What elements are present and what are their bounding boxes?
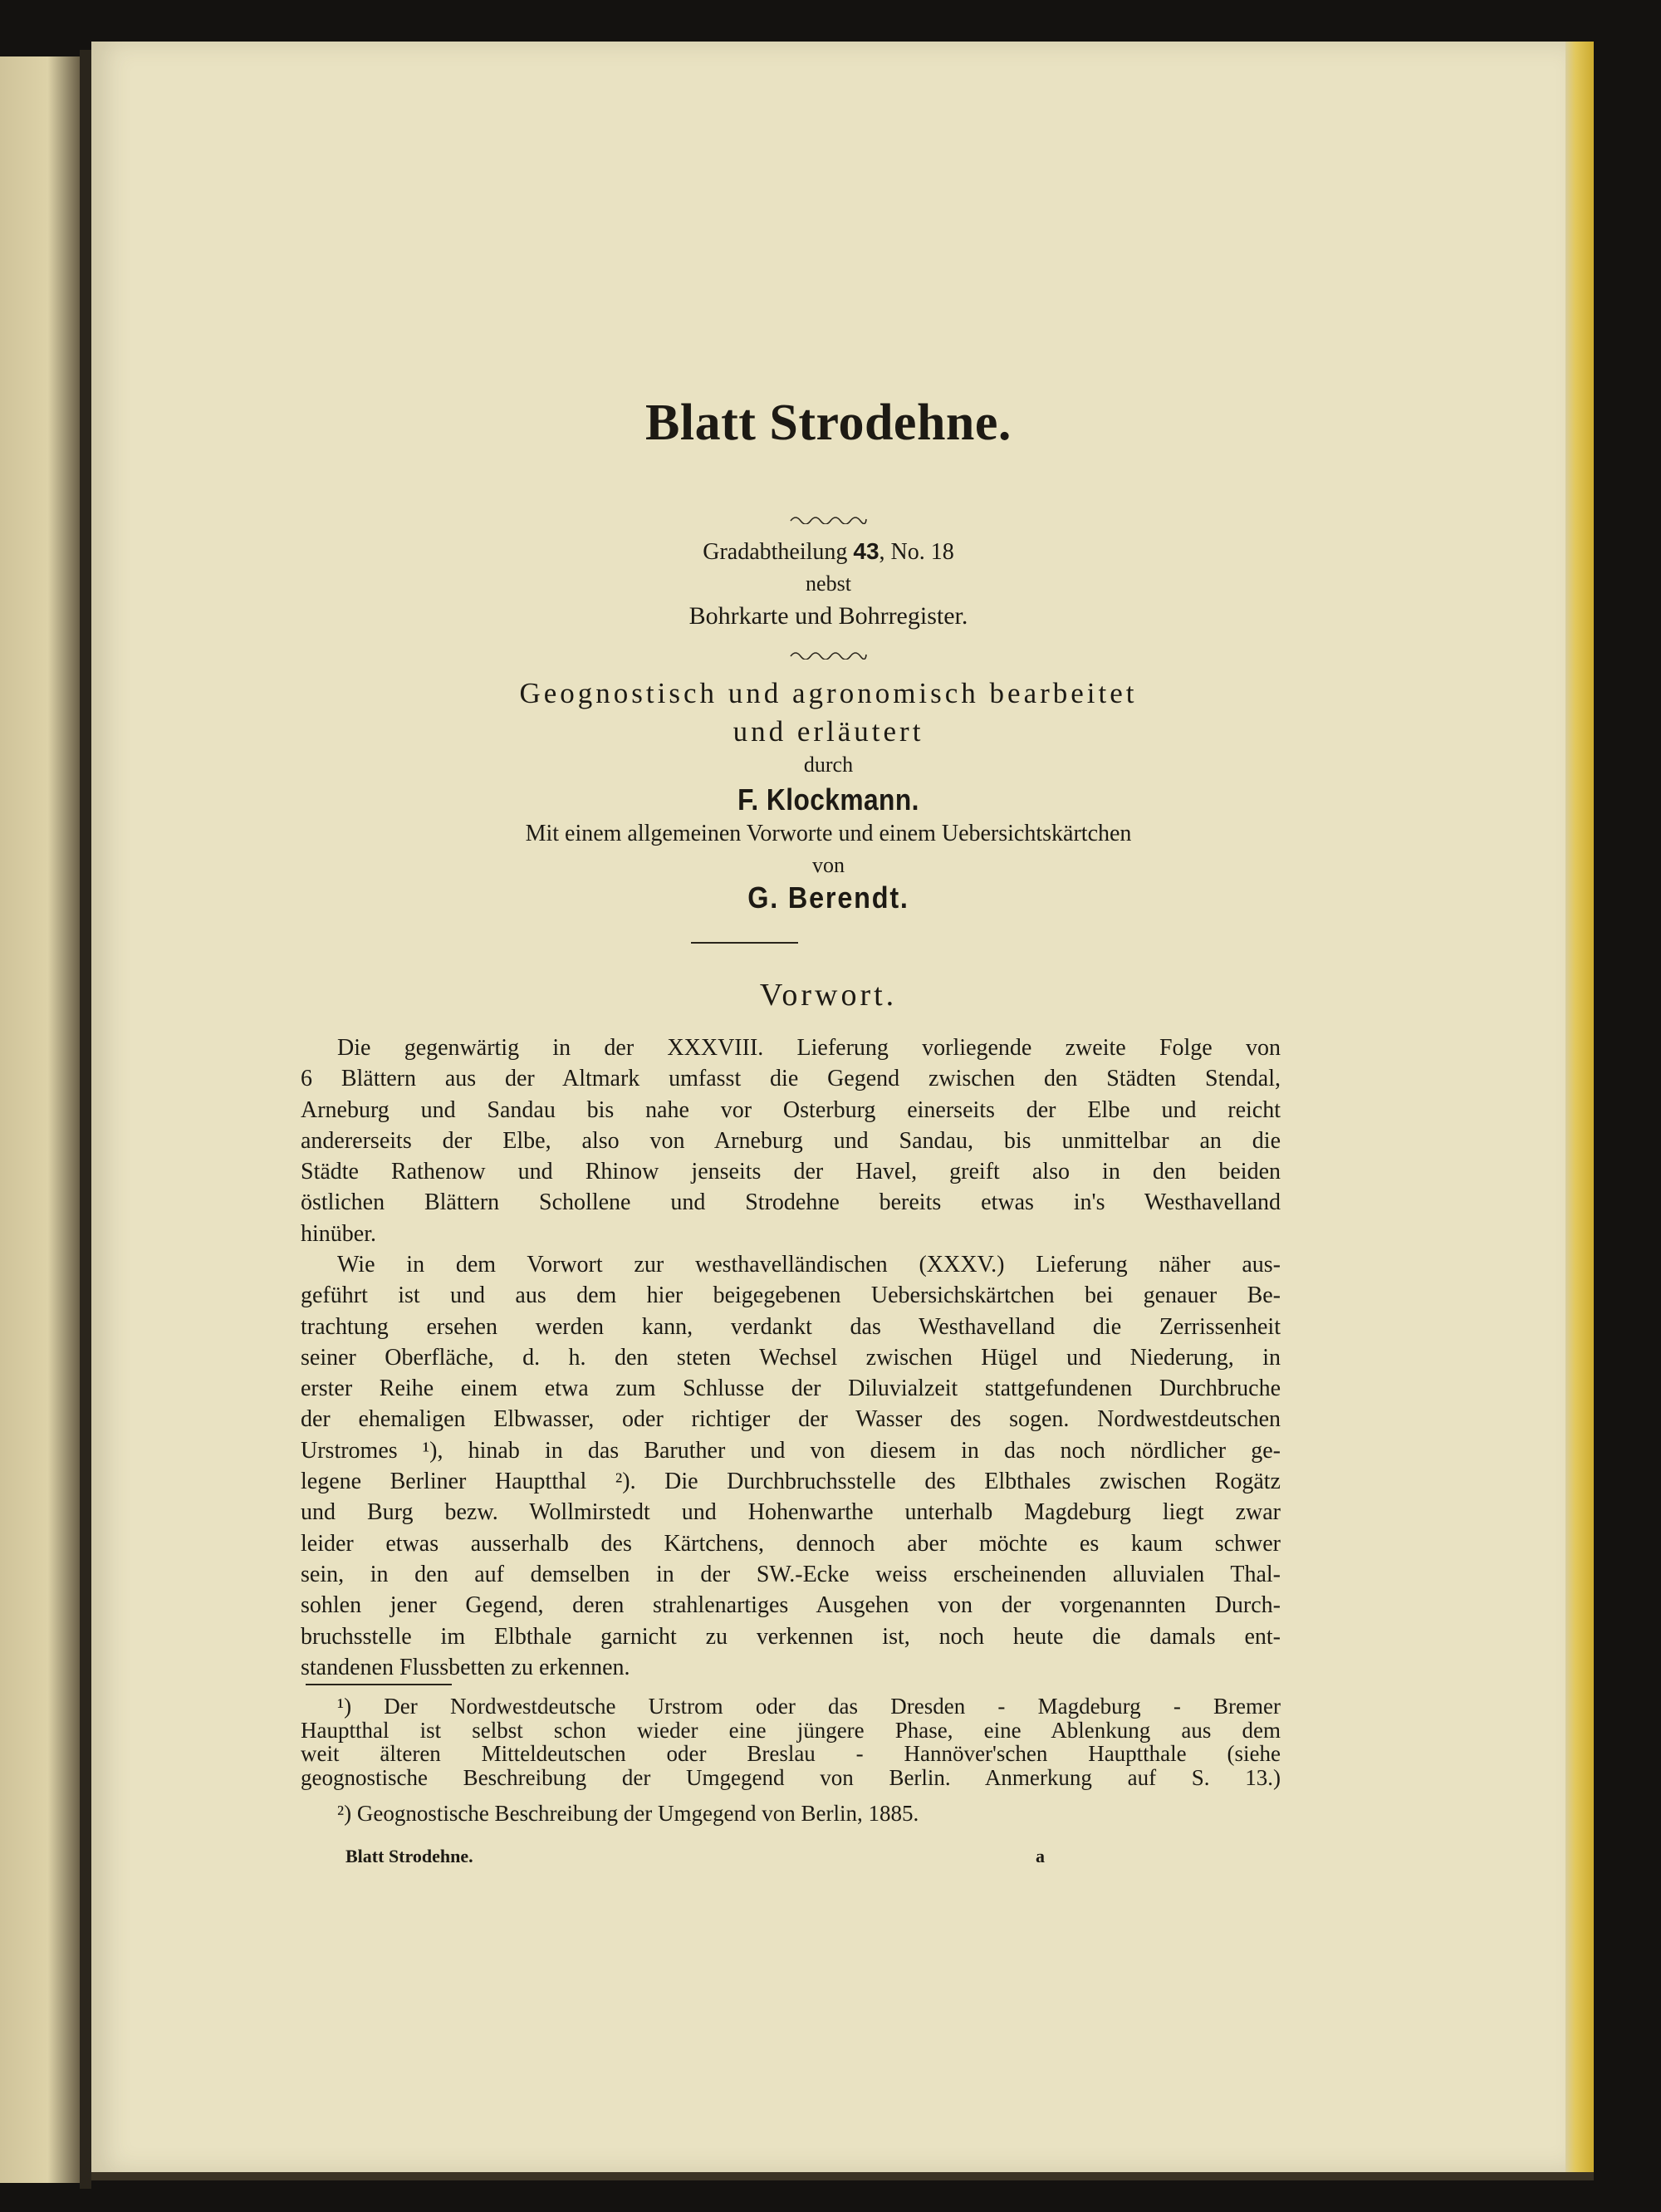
text-line: leider etwas ausserhalb des Kärtchens, dennoch aber möchte es kaum schwer <box>301 1530 1281 1557</box>
footnote-2 <box>301 1802 1281 1826</box>
text-line: geführt ist und aus dem hier beigegebenen Uebersichskärtchen bei genauer Be- <box>301 1283 1281 1309</box>
text-line: hinüber. <box>301 1220 376 1247</box>
page-bottom-edge <box>91 2172 1594 2180</box>
text-line: legene Berliner Hauptthal ²). Die Durchbruchsstelle des Elbthales zwischen Rogätz <box>301 1469 1281 1495</box>
facing-page <box>0 56 80 2183</box>
footnote-line: ²) Geognostische Beschreibung der Umgegend von Berlin, 1885. <box>337 1801 919 1826</box>
text-line: Arneburg und Sandau bis nahe vor Osterburg einerseits der Elbe und reicht <box>301 1096 1281 1123</box>
section-heading: Vorwort. <box>759 978 898 1013</box>
footnote-line: geognostische Beschreibung der Umgegend von Berlin. Anmerkung auf S. 13.) <box>301 1764 1281 1790</box>
text-line: seiner Oberfläche, d. h. den steten Wechsel zwischen Hügel und Niederung, in <box>301 1344 1281 1371</box>
footnote-line: Hauptthal ist selbst schon wieder eine jüngere Phase, eine Ablenkung aus dem <box>301 1717 1281 1743</box>
text-line: und Burg bezw. Wollmirstedt und Hohenwarthe unterhalb Magdeburg liegt zwar <box>301 1499 1281 1526</box>
text-line: erster Reihe einem etwa zum Schlusse der Diluvialzeit stattgefundenen Durchbruche <box>301 1376 1281 1402</box>
text-line: Städte Rathenow und Rhinow jenseits der Havel, greift also in den beiden <box>301 1159 1281 1185</box>
footnote-1 <box>301 1695 1281 1789</box>
wavy-ornament <box>789 513 868 524</box>
text-line: Urstromes ¹), hinab in das Baruther und von diesem in das noch nördlicher ge- <box>301 1437 1281 1464</box>
credits-line: Geognostisch und agronomisch bearbeitet <box>519 677 1138 709</box>
footnote-line: weit älteren Mitteldeutschen oder Breslau - Hannöver'schen Hauptthale (siehe <box>301 1741 1281 1766</box>
credits-von: von <box>812 853 845 877</box>
text-line: andererseits der Elbe, also von Arneburg und Sandau, bis unmittelbar an die <box>301 1127 1281 1154</box>
text-line: trachtung ersehen werden kann, verdankt das Westhavelland die Zerrissenheit <box>301 1313 1281 1340</box>
book-gutter <box>80 50 91 2189</box>
paragraph-1 <box>301 1032 1281 1249</box>
credits-line: und erläutert <box>733 715 924 748</box>
text-line: sohlen jener Gegend, deren strahlenartiges Ausgehen von der vorgenannten Durch- <box>301 1592 1281 1619</box>
text-line: Wie in dem Vorwort zur westhavelländischen (XXXV.) Lieferung näher aus- <box>337 1252 1281 1278</box>
subtitle-nebst: nebst <box>806 571 851 596</box>
text-line: östlichen Blättern Schollene und Strodehne bereits etwas in's Westhavelland <box>301 1189 1281 1216</box>
wavy-ornament <box>789 648 868 660</box>
running-footer-title: Blatt Strodehne. <box>345 1846 473 1866</box>
text-line: Die gegenwärtig in der XXXVIII. Lieferung vorliegende zweite Folge von <box>337 1035 1281 1061</box>
credits-foreword-note: Mit einem allgemeinen Vorworte und einem Uebersichtskärtchen <box>525 821 1132 846</box>
author-berendt: G. Berendt. <box>747 880 909 915</box>
page-stack-edge <box>1565 42 1594 2172</box>
text-line: der ehemaligen Elbwasser, oder richtiger der Wasser des sogen. Nordwestdeutschen <box>301 1406 1281 1433</box>
credits-durch: durch <box>803 753 854 777</box>
page-title: Blatt Strodehne. <box>645 395 1012 451</box>
subtitle-bohrkarte: Bohrkarte und Bohrregister. <box>688 602 968 630</box>
footnote-rule <box>306 1684 452 1685</box>
sheet-designation: Gradabtheilung 43, No. 18 <box>703 538 954 565</box>
footnote-line: ¹) Der Nordwestdeutsche Urstrom oder das Dresden - Magdeburg - Bremer <box>337 1694 1281 1719</box>
paragraph-2 <box>301 1249 1281 1683</box>
book-page <box>91 42 1565 2172</box>
author-klockmann: F. Klockmann. <box>737 782 919 817</box>
text-line: standenen Flussbetten zu erkennen. <box>301 1654 630 1680</box>
text-line: sein, in den auf demselben in der SW.-Ecke weiss erscheinenden alluvialen Thal- <box>301 1561 1281 1587</box>
divider-rule <box>691 942 798 944</box>
signature-mark: a <box>1036 1846 1045 1866</box>
text-line: bruchsstelle im Elbthale garnicht zu verkennen ist, noch heute die damals ent- <box>301 1623 1281 1650</box>
text-line: 6 Blättern aus der Altmark umfasst die Gegend zwischen den Städten Stendal, <box>301 1066 1281 1092</box>
